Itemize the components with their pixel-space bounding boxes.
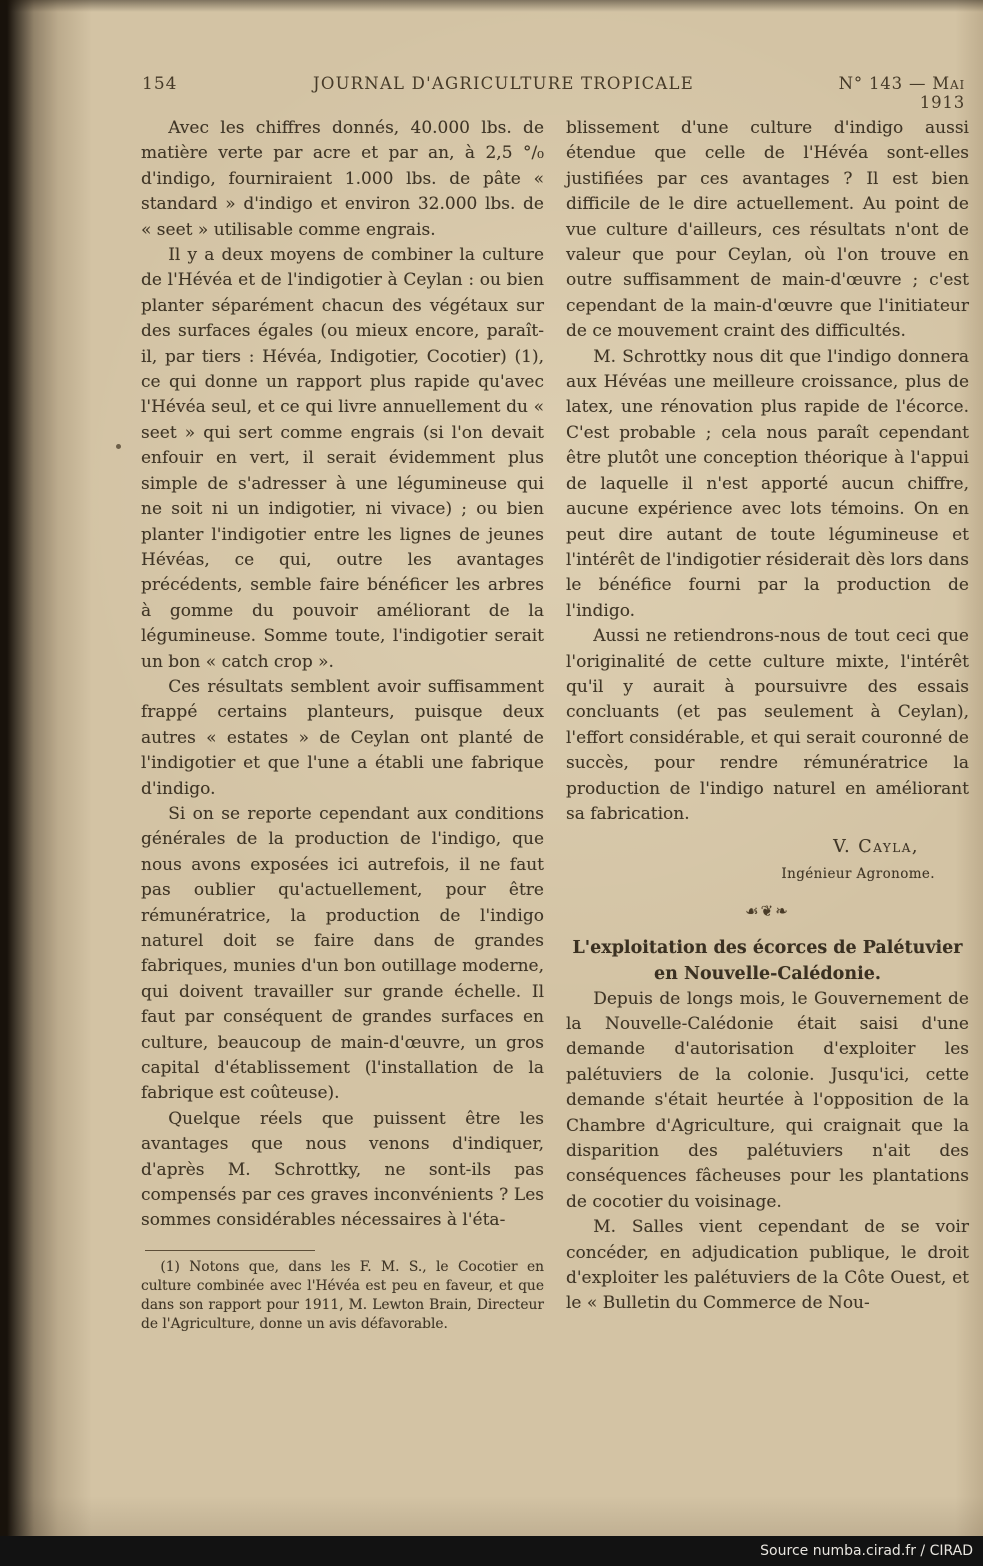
text-columns — [141, 116, 969, 1334]
signature-block — [566, 835, 969, 887]
page-number: 154 — [142, 74, 178, 94]
body-paragraph: Quelque réels que puissent être les avantages que nous venons d'indiquer, d'après M. Schrottky, ne sont-ils pas compensés par ces graves inconvénients ? Les sommes considérables nécessaires à l'éta- — [141, 1108, 544, 1231]
right-column — [566, 116, 969, 1334]
footnote-separator — [145, 1250, 315, 1251]
body-paragraph: Depuis de longs mois, le Gouvernement de la Nouvelle-Calédonie était saisi d'une demande d'autorisation d'exploiter les palétuviers de la colonie. Jusqu'ici, cette demande s'était heurtée à l'opposition de la Chambre d'Agriculture, qui craignait que la disparition des palétuviers n'ait des conséquences fâcheuses pour les plantations de cocotier du voisinage. — [566, 988, 969, 1212]
body-paragraph: Il y a deux moyens de combiner la culture de l'Hévéa et de l'indigotier à Ceylan : ou bien planter séparément chacun des végétaux sur des surfaces égales (ou mieux encore, paraît-il, par tiers : Hévéa, Indigotier, Cocotier) (1), ce qui donne un rapport plus rapide qu'avec l'Hévéa seul, et ce qui livre annuellement du « seet » qui sert comme engrais (si l'on devait enfouir en vert, il serait évidemment plus simple de s'adresser à une légumineuse qui ne soit ni un indigotier, ni vivace) ; ou bien planter l'indigotier entre les lignes de jeunes Hévéas, ce qui, outre les avantages précédents, semble faire bénéficer les arbres à gomme du pouvoir améliorant de la légumineuse. Somme toute, l'indigotier serait un bon « catch crop ». — [141, 245, 544, 672]
ink-speck — [116, 444, 121, 449]
left-column — [141, 116, 544, 1334]
body-paragraph: Avec les chiffres donnés, 40.000 lbs. de matière verte par acre et par an, à 2,5 °/₀ d'indigo, fourniraient 1.000 lbs. de pâte « standard » d'indigo et environ 32.000 lbs. de « seet » utilisable comme engrais. — [141, 118, 544, 240]
signature-title: Ingénieur Agronome. — [781, 865, 935, 882]
journal-title: JOURNAL D'AGRICULTURE TROPICALE — [313, 74, 694, 93]
issue-info: N° 143 — Mai 1913 — [838, 74, 965, 112]
section-heading: L'exploitation des écorces de Palétuvier en Nouvelle-Calédonie. — [572, 937, 963, 984]
footnote-text: (1) Notons que, dans les F. M. S., le Cocotier en culture combinée avec l'Hévéa est peu en faveur, et que dans son rapport pour 1911, M. Lewton Brain, Directeur de l'Agriculture, donne un avis défavorable. — [141, 1258, 544, 1332]
body-paragraph: Si on se reporte cependant aux conditions générales de la production de l'indigo, que nous avons exposées ici autrefois, il ne faut pas oublier qu'actuellement, pour être rémunératrice, la production de l'indigo naturel doit se faire dans de grandes fabriques, munies d'un bon outillage moderne, qui doivent travailler sur grande échelle. Il faut par conséquent de grandes surfaces en culture, beaucoup de main-d'œuvre, un gros capital d'établissement (l'installation de la fabrique est coûteuse). — [141, 803, 544, 1104]
body-paragraph: blissement d'une culture d'indigo aussi étendue que celle de l'Hévéa sont-elles justifiées par ces avantages ? Il est bien difficile de le dire actuellement. Au point de vue culture d'ailleurs, ces résultats n'ont de valeur que pour Ceylan, où l'on trouve en outre suffisamment de main-d'œuvre ; c'est cependant de la main-d'œuvre que l'initiateur de ce mouvement craint des difficultés. — [566, 118, 969, 342]
source-attribution-bar — [0, 1536, 983, 1566]
page-header — [142, 74, 965, 112]
ornament-divider: ☙❦❧ — [745, 902, 790, 921]
body-paragraph: Ces résultats semblent avoir suffisamment frappé certains planteurs, puisque deux autres « estates » de Ceylan ont planté de l'indigotier et que l'une a établi une fabrique d'indigo. — [141, 676, 544, 799]
body-paragraph: M. Salles vient cependant de se voir concéder, en adjudication publique, le droit d'exploiter les palétuviers de la Côte Ouest, et le « Bulletin du Commerce de Nou- — [566, 1217, 969, 1314]
footnote-block — [141, 1250, 544, 1334]
signature-name: V. Cayla, — [833, 837, 919, 858]
body-paragraph: Aussi ne retiendrons-nous de tout ceci que l'originalité de cette culture mixte, l'intérêt qu'il y aurait à poursuivre des essais concluants (et pas seulement à Ceylan), l'effort considérable, et qui serait couronné de succès, pour rendre rémunératrice la production de l'indigo naturel en améliorant sa fabrication. — [566, 626, 969, 824]
source-attribution: Source numba.cirad.fr / CIRAD — [760, 1543, 973, 1559]
body-paragraph: M. Schrottky nous dit que l'indigo donnera aux Hévéas une meilleure croissance, plus de latex, une rénovation plus rapide de l'écorce. C'est probable ; cela nous paraît cependant être plutôt une conception théorique à l'appui de laquelle il n'est apporté aucun chiffre, aucune expérience avec lots témoins. On en peut dire autant de toute légumineuse et l'intérêt de l'indigotier résiderait dès lors dans le bénéfice fourni par la production de l'indigo. — [566, 346, 969, 621]
